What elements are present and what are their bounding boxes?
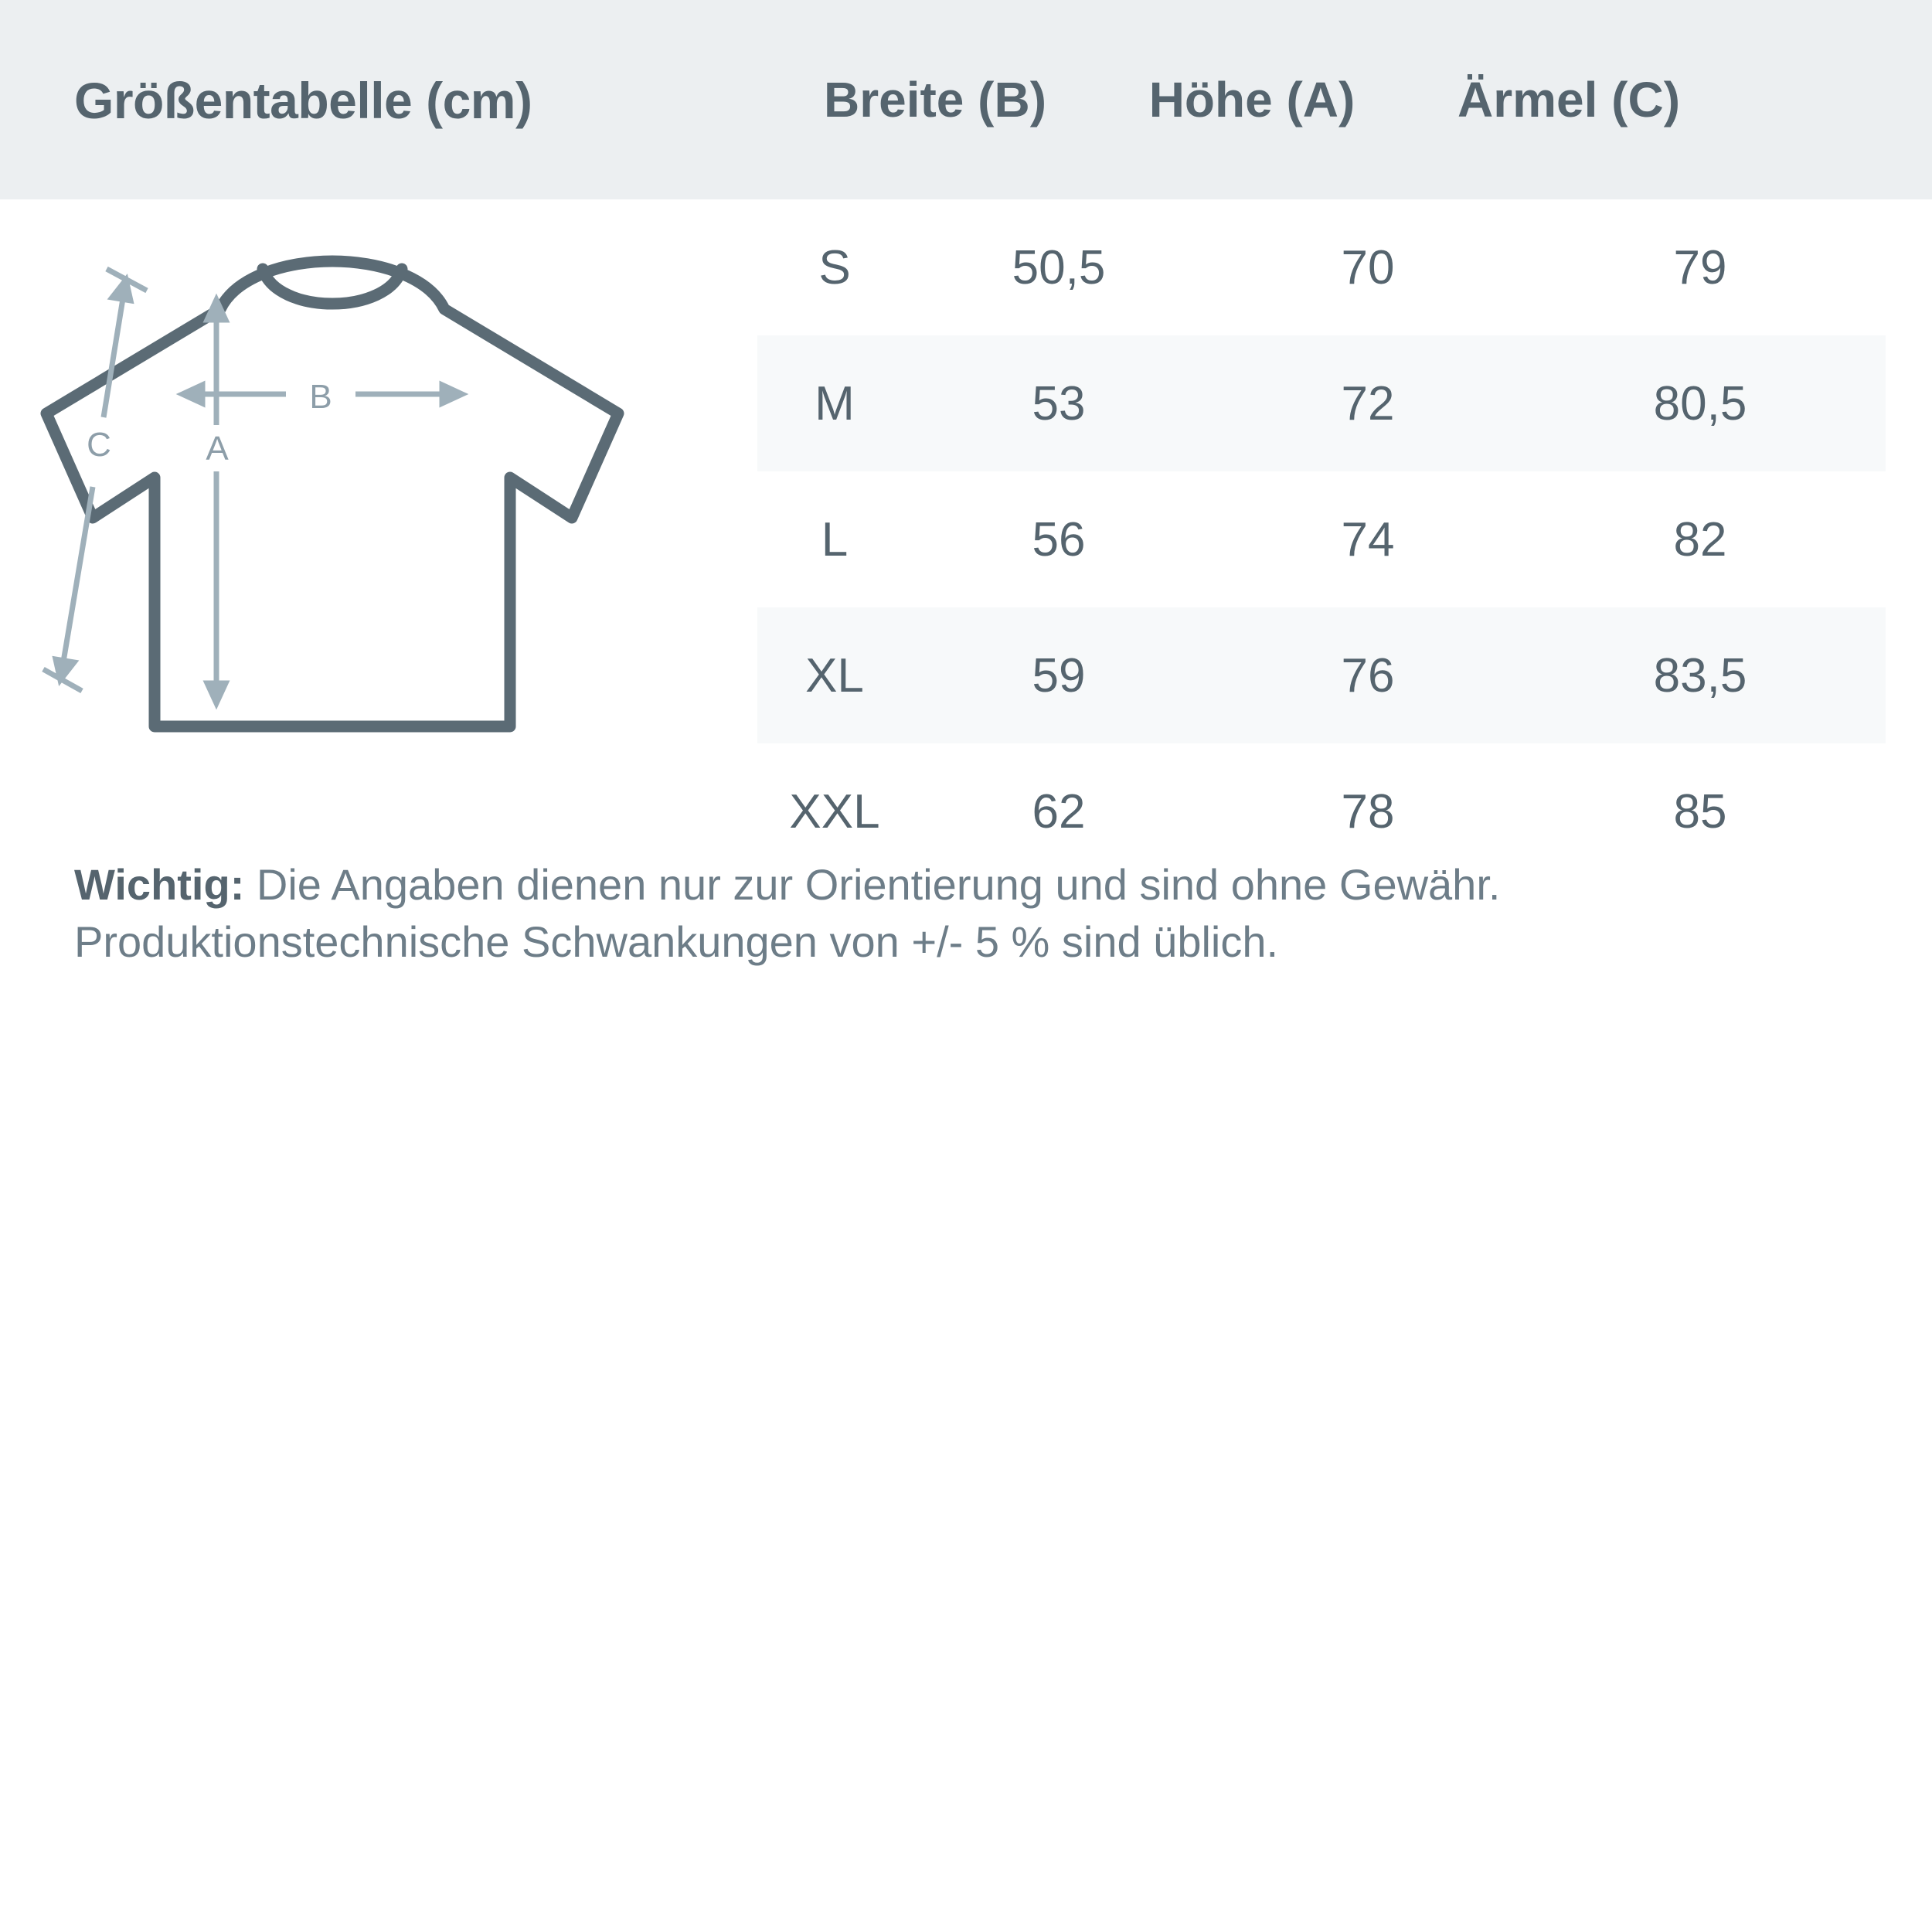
column-header-breite: Breite (B): [823, 72, 1047, 128]
arrow-c: [43, 269, 147, 691]
cell-aermel: 85: [1673, 784, 1727, 838]
cell-hoehe: 70: [1341, 240, 1395, 294]
column-header-hoehe: Höhe (A): [1148, 72, 1355, 128]
cell-breite: 56: [1032, 512, 1086, 566]
cell-hoehe: 72: [1341, 376, 1395, 430]
column-headers: [773, 71, 1870, 128]
cell-size: M: [815, 376, 855, 430]
cell-hoehe: 78: [1341, 784, 1395, 838]
size-table: [757, 199, 1886, 879]
garment-diagram: [31, 232, 742, 804]
cell-breite: 53: [1032, 376, 1086, 430]
table-row: [757, 607, 1886, 743]
disclaimer-text: Die Angaben dienen nur zur Orientierung und sind ohne Gewähr. Produktionstechnische Schwankungen von +/- 5 % sind üblich.: [74, 860, 1501, 966]
cell-size: XL: [805, 648, 864, 702]
disclaimer-note: [74, 856, 1867, 971]
arrow-a: [207, 300, 226, 703]
page-title: Größentabelle (cm): [74, 72, 532, 129]
cell-aermel: 82: [1673, 512, 1727, 566]
cell-aermel: 79: [1673, 240, 1727, 294]
disclaimer-lead: Wichtig:: [74, 860, 245, 909]
cell-hoehe: 74: [1341, 512, 1395, 566]
cell-hoehe: 76: [1341, 648, 1395, 702]
cell-aermel: 83,5: [1653, 648, 1747, 702]
cell-breite: 50,5: [1012, 240, 1106, 294]
column-header-aermel: Ärmel (C): [1457, 72, 1681, 128]
cell-size: L: [821, 512, 849, 566]
cell-aermel: 80,5: [1653, 376, 1747, 430]
label-a: A: [206, 430, 229, 468]
label-b: B: [309, 378, 332, 416]
cell-size: XXL: [789, 784, 880, 838]
cell-breite: 59: [1032, 648, 1086, 702]
sweater-outline: [46, 261, 618, 726]
table-row: [757, 471, 1886, 607]
cell-size: S: [818, 240, 851, 294]
cell-breite: 62: [1032, 784, 1086, 838]
table-row: [757, 335, 1886, 471]
label-c: C: [87, 426, 111, 464]
dimension-arrows: [43, 269, 462, 703]
table-row: [757, 199, 1886, 335]
